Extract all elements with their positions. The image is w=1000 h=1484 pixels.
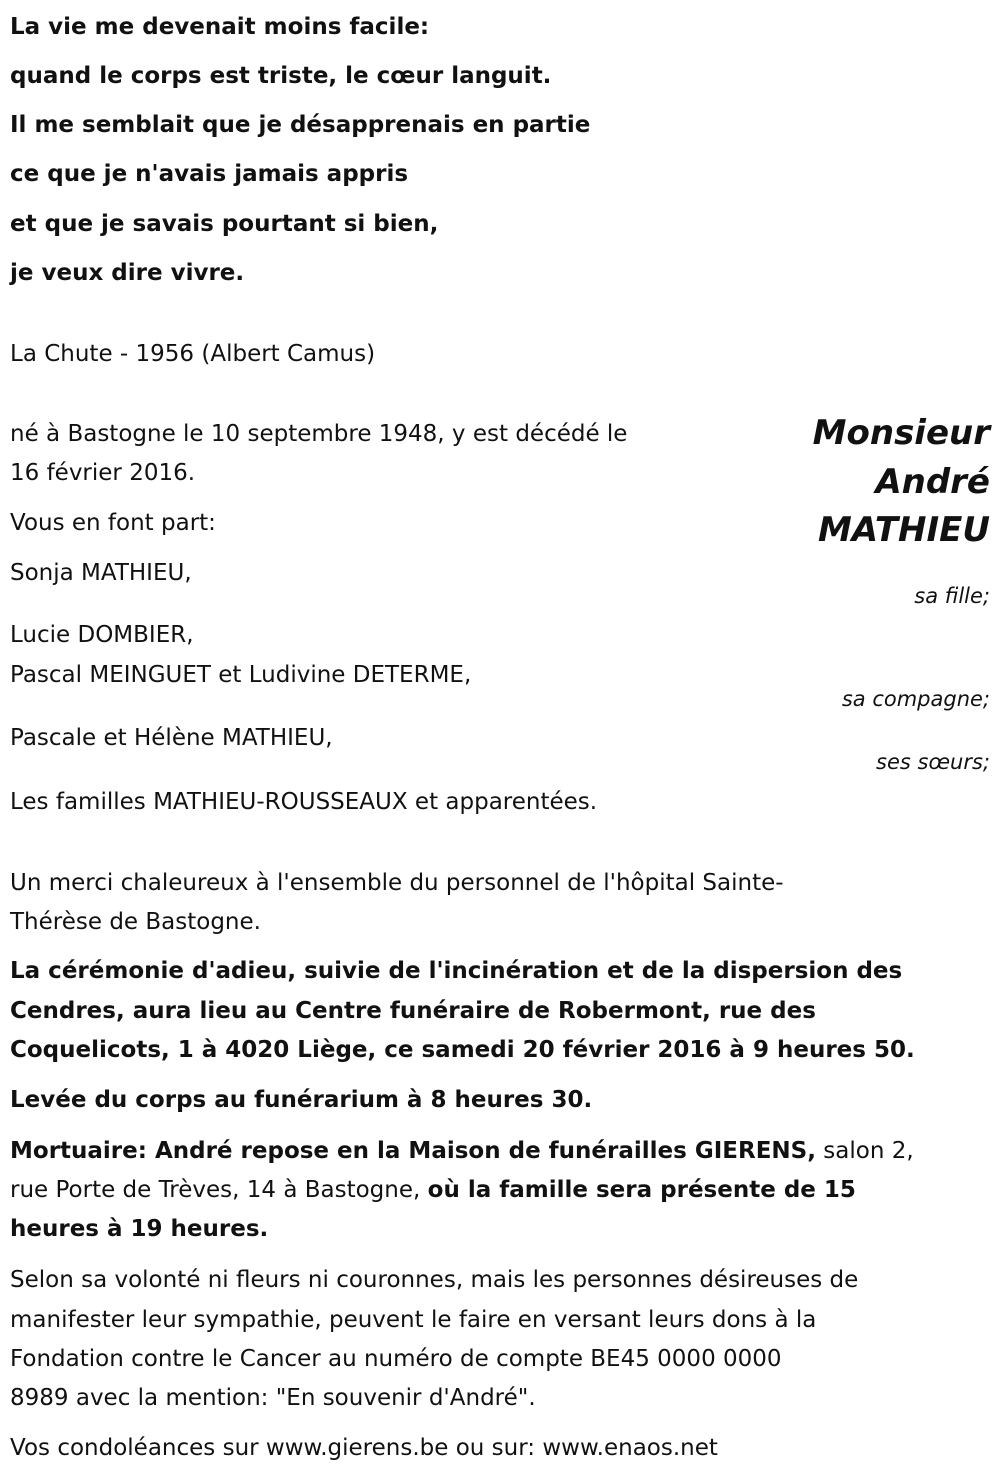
- mortuary-bold-1: Mortuaire: André repose en la Maison de funérailles GIERENS,: [10, 1138, 816, 1164]
- family-entry-pascal: Pascal MEINGUET et Ludivine DETERME,: [10, 662, 472, 688]
- donations-line-4: 8989 avec la mention: "En souvenir d'André".: [10, 1385, 536, 1411]
- ceremony-line-1: La cérémonie d'adieu, suivie de l'incinération et de la dispersion des: [10, 958, 903, 984]
- family-entry-lucie: Lucie DOMBIER,: [10, 622, 194, 648]
- donations-line-2: manifester leur sympathie, peuvent le faire en versant leurs dons à la: [10, 1307, 817, 1333]
- mortuary-bold-2: où la famille sera présente de 15: [427, 1177, 856, 1203]
- poem-line-5: et que je savais pourtant si bien,: [10, 211, 439, 237]
- deceased-title: Monsieur: [812, 413, 990, 453]
- mortuary-normal-1: salon 2,: [815, 1138, 914, 1164]
- poem-line-2: quand le corps est triste, le cœur languit.: [10, 63, 552, 89]
- donations-line-1: Selon sa volonté ni fleurs ni couronnes, mais les personnes désireuses de: [10, 1267, 859, 1293]
- poem-line-3: Il me semblait que je désapprenais en partie: [10, 112, 591, 138]
- birth-death-line-2: 16 février 2016.: [10, 460, 196, 486]
- levee-line: Levée du corps au funérarium à 8 heures 30.: [10, 1087, 593, 1113]
- relation-companion: sa compagne;: [841, 687, 990, 711]
- thanks-line-1: Un merci chaleureux à l'ensemble du personnel de l'hôpital Sainte-: [10, 870, 784, 896]
- donations-line-3: Fondation contre le Cancer au numéro de compte BE45 0000 0000: [10, 1346, 782, 1372]
- thanks-line-2: Thérèse de Bastogne.: [10, 909, 261, 935]
- birth-death-line-1: né à Bastogne le 10 septembre 1948, y est décédé le: [10, 421, 628, 447]
- poem-line-6: je veux dire vivre.: [10, 260, 245, 286]
- poem-source: La Chute - 1956 (Albert Camus): [10, 341, 376, 367]
- family-entry-families: Les familles MATHIEU-ROUSSEAUX et apparentées.: [10, 789, 598, 815]
- relation-sisters: ses sœurs;: [876, 750, 990, 774]
- poem-line-4: ce que je n'avais jamais appris: [10, 161, 409, 187]
- family-entry-pascale: Pascale et Hélène MATHIEU,: [10, 725, 333, 751]
- mortuary-line-2: [10, 1175, 856, 1205]
- deceased-last-name: MATHIEU: [817, 510, 990, 550]
- family-entry-sonja: Sonja MATHIEU,: [10, 560, 192, 586]
- mortuary-normal-2: rue Porte de Trèves, 14 à Bastogne,: [10, 1177, 428, 1203]
- relation-daughter: sa fille;: [914, 584, 990, 608]
- ceremony-line-3: Coquelicots, 1 à 4020 Liège, ce samedi 20 février 2016 à 9 heures 50.: [10, 1037, 915, 1063]
- condolences-line: Vos condoléances sur www.gierens.be ou sur: www.enaos.net: [10, 1435, 718, 1461]
- family-intro: Vous en font part:: [10, 510, 216, 536]
- ceremony-line-2: Cendres, aura lieu au Centre funéraire de Robermont, rue des: [10, 998, 816, 1024]
- deceased-first-name: André: [875, 462, 990, 502]
- poem-line-1: La vie me devenait moins facile:: [10, 14, 430, 40]
- mortuary-line-1: [10, 1136, 914, 1166]
- mortuary-line-3: heures à 19 heures.: [10, 1216, 269, 1242]
